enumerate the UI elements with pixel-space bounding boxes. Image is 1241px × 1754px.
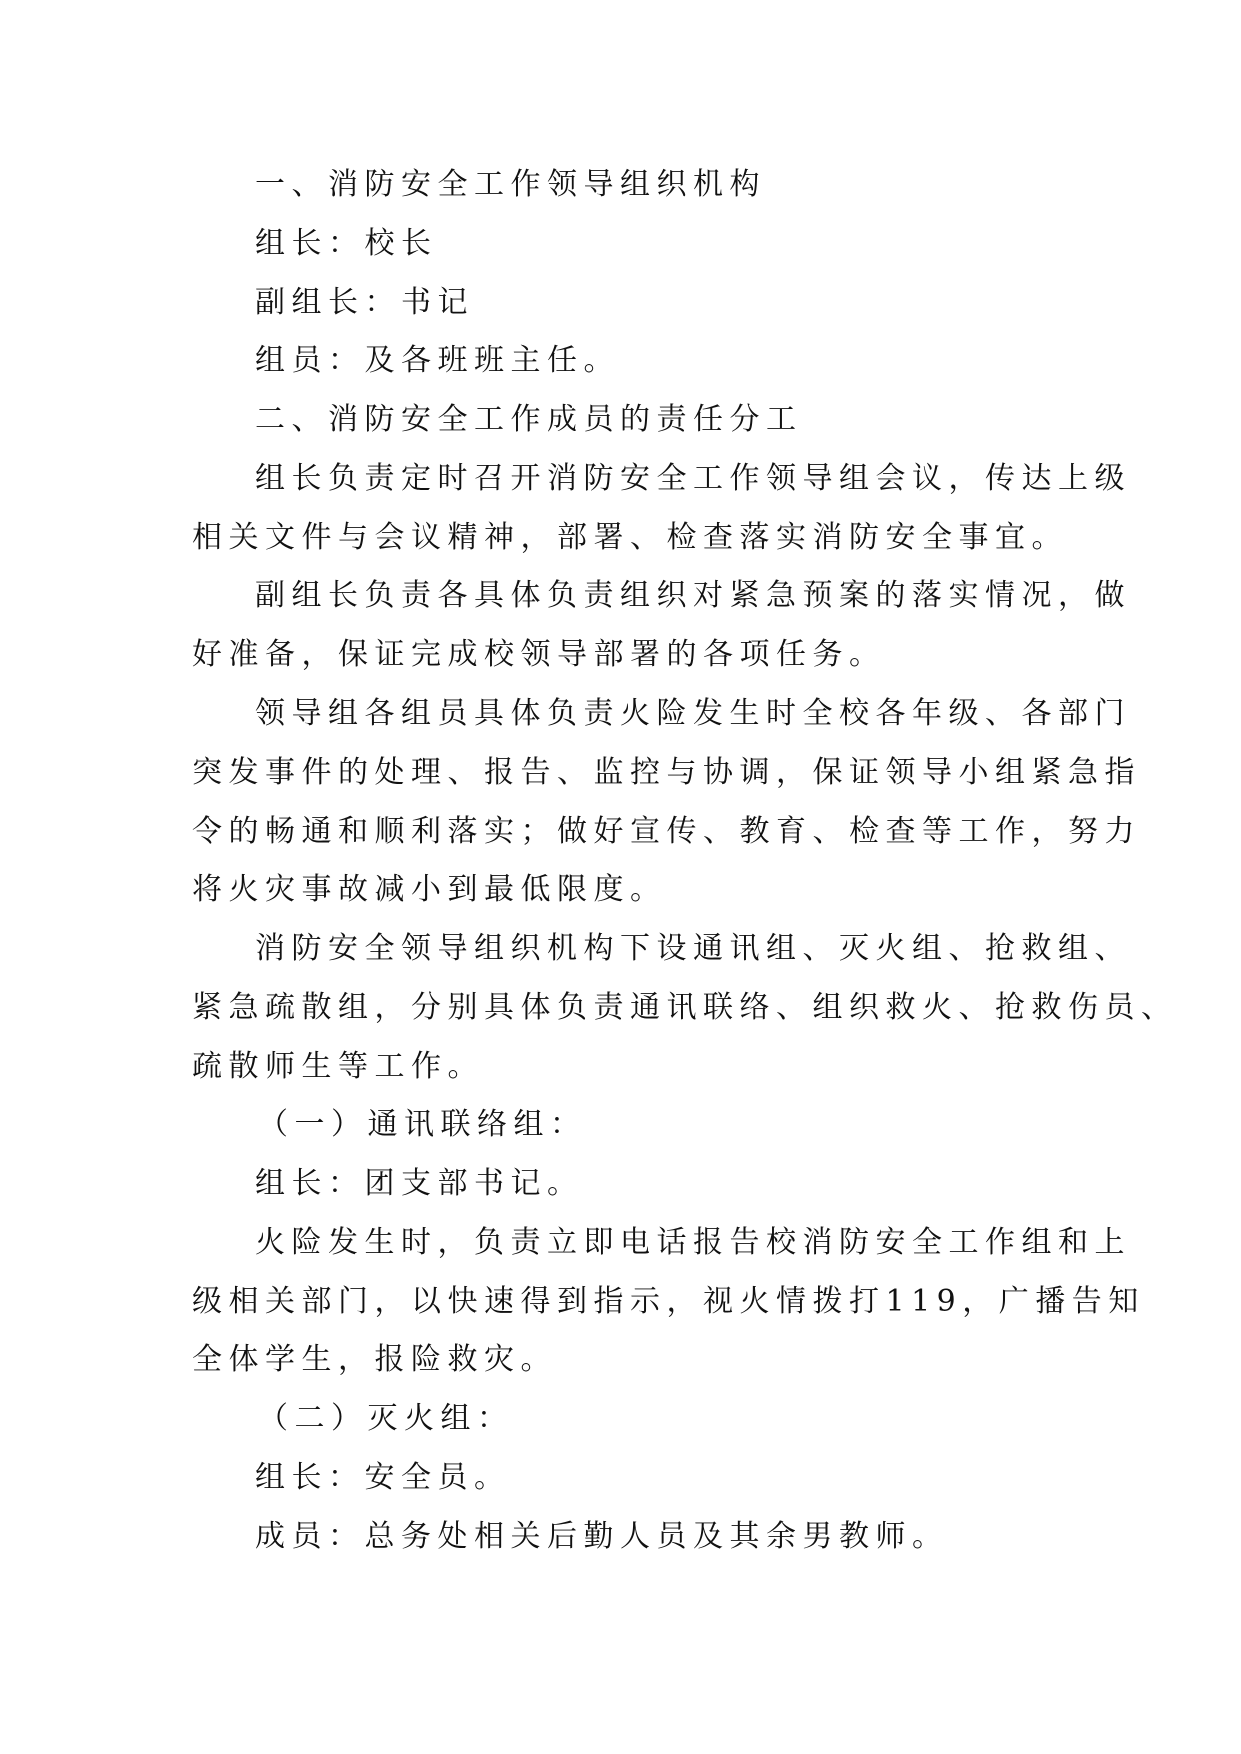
paragraph-line: 令的畅通和顺利落实；做好宣传、教育、检查等工作，努力 — [192, 814, 1141, 849]
paragraph-line: 全体学生，报险救灾。 — [192, 1342, 557, 1377]
paragraph-line: 副组长：书记 — [255, 285, 474, 320]
paragraph-line: 相关文件与会议精神，部署、检查落实消防安全事宜。 — [192, 520, 1068, 555]
paragraph-line: 副组长负责各具体负责组织对紧急预案的落实情况，做 — [255, 578, 1131, 613]
paragraph-line: 紧急疏散组，分别具体负责通讯联络、组织救火、抢救伤员、 — [192, 990, 1178, 1025]
paragraph-line: 突发事件的处理、报告、监控与协调，保证领导小组紧急指 — [192, 755, 1141, 790]
section-heading-2: 二、消防安全工作成员的责任分工 — [255, 402, 803, 437]
paragraph-line: 好准备，保证完成校领导部署的各项任务。 — [192, 637, 886, 672]
section-heading-1: 一、消防安全工作领导组织机构 — [255, 167, 766, 202]
paragraph-line: 疏散师生等工作。 — [192, 1049, 484, 1084]
paragraph-line: 组员：及各班班主任。 — [255, 343, 620, 378]
subsection-heading-1: （一）通讯联络组： — [258, 1107, 587, 1142]
subsection-heading-2: （二）灭火组： — [258, 1401, 514, 1436]
paragraph-line: 组长负责定时召开消防安全工作领导组会议，传达上级 — [255, 461, 1131, 496]
paragraph-line: 组长：校长 — [255, 226, 438, 261]
paragraph-line: 消防安全领导组织机构下设通讯组、灭火组、抢救组、 — [255, 931, 1131, 966]
paragraph-line: 组长：团支部书记。 — [255, 1166, 584, 1201]
paragraph-line: 级相关部门，以快速得到指示，视火情拨打119，广播告知 — [192, 1284, 1145, 1319]
paragraph-line: 领导组各组员具体负责火险发生时全校各年级、各部门 — [255, 696, 1131, 731]
paragraph-line: 火险发生时，负责立即电话报告校消防安全工作组和上 — [255, 1225, 1131, 1260]
paragraph-line: 将火灾事故减小到最低限度。 — [192, 872, 667, 907]
paragraph-line: 组长：安全员。 — [255, 1460, 511, 1495]
paragraph-line: 成员：总务处相关后勤人员及其余男教师。 — [255, 1519, 949, 1554]
